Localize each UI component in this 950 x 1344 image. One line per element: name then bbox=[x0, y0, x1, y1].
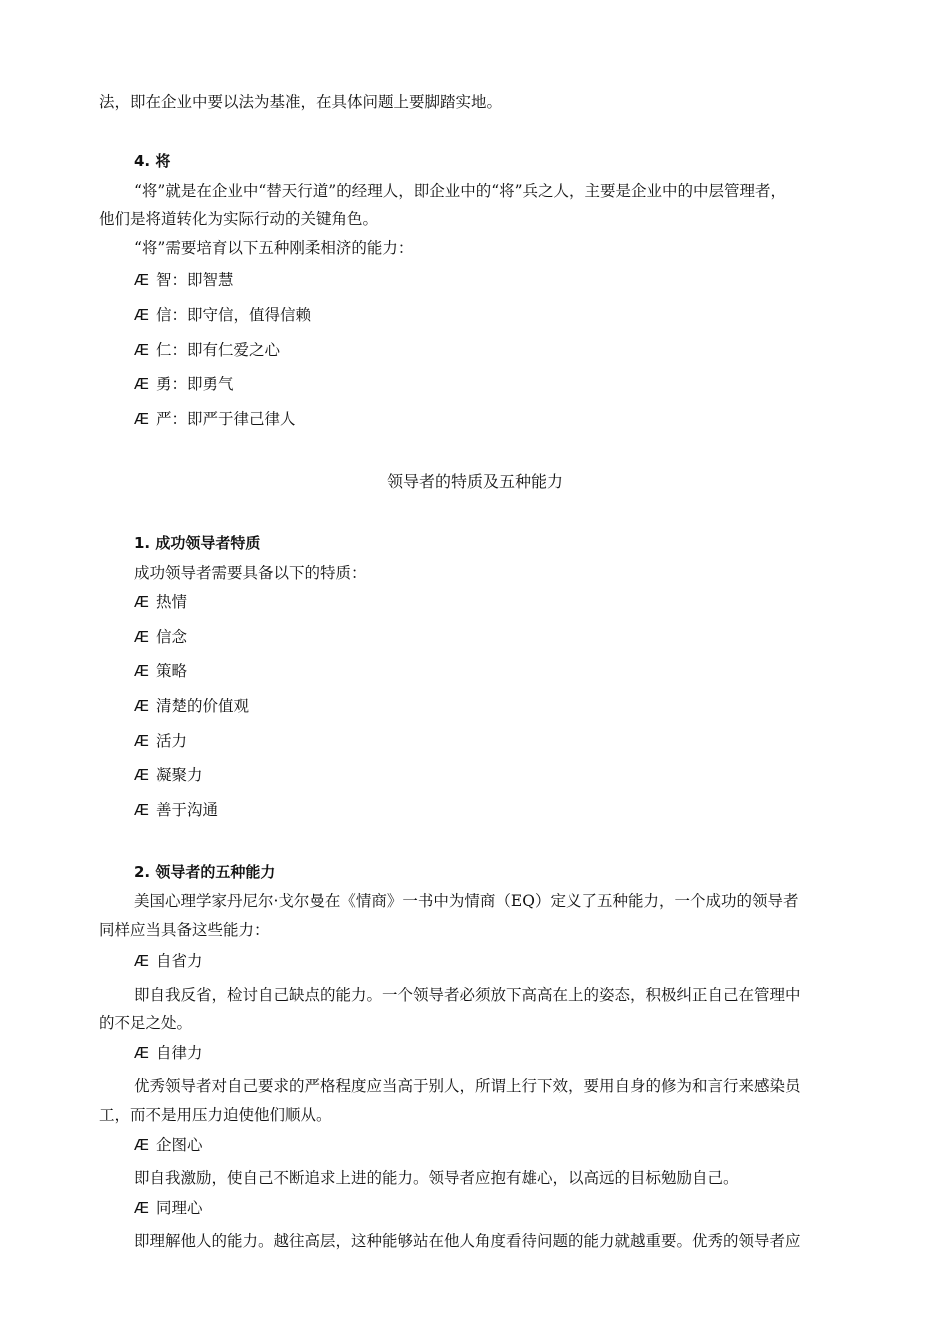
section-4-paragraph-line-2: 他们是将道转化为实际行动的关键角色。 bbox=[99, 210, 379, 228]
ability-name: 同理心 bbox=[156, 1199, 203, 1217]
bullet-marker: Æ bbox=[134, 662, 150, 680]
bullet-marker: Æ bbox=[134, 1136, 150, 1154]
ability-name: 自省力 bbox=[156, 952, 203, 970]
ability-description-line-1: 即理解他人的能力。越往高层，这种能够站在他人角度看待问题的能力就越重要。优秀的领导者应 bbox=[134, 1232, 801, 1250]
list-item bbox=[134, 409, 296, 429]
part-2-intro-line-2: 同样应当具备这些能力： bbox=[99, 921, 270, 939]
section-4-paragraph-line-1: “将”就是在企业中“替天行道”的经理人，即企业中的“将”兵之人，主要是企业中的中层管理者， bbox=[134, 182, 787, 200]
list-item-text: 凝聚力 bbox=[156, 766, 203, 784]
list-item-text: 智：即智慧 bbox=[156, 271, 234, 289]
bullet-marker: Æ bbox=[134, 697, 150, 715]
list-item bbox=[134, 374, 234, 394]
ability-description-line-2: 工，而不是用压力迫使他们顺从。 bbox=[99, 1106, 332, 1124]
ability-item bbox=[134, 1135, 203, 1155]
list-item-text: 策略 bbox=[156, 662, 188, 680]
list-item bbox=[134, 270, 234, 290]
list-item bbox=[134, 731, 187, 751]
list-item-text: 严：即严于律己律人 bbox=[156, 410, 296, 428]
list-item bbox=[134, 340, 280, 360]
chapter-title: 领导者的特质及五种能力 bbox=[386, 472, 563, 491]
ability-item bbox=[134, 1198, 203, 1218]
bullet-marker: Æ bbox=[134, 341, 150, 359]
list-item-text: 活力 bbox=[156, 732, 188, 750]
list-item-text: 信念 bbox=[156, 628, 188, 646]
bullet-marker: Æ bbox=[134, 1199, 150, 1217]
ability-description-line-2: 的不足之处。 bbox=[99, 1014, 193, 1032]
list-item-text: 信：即守信，值得信赖 bbox=[156, 306, 312, 324]
section-4-paragraph-2: “将”需要培育以下五种刚柔相济的能力： bbox=[134, 239, 414, 257]
ability-item bbox=[134, 951, 203, 971]
list-item bbox=[134, 765, 203, 785]
part-1-intro: 成功领导者需要具备以下的特质： bbox=[134, 564, 367, 582]
bullet-marker: Æ bbox=[134, 952, 150, 970]
bullet-marker: Æ bbox=[134, 801, 150, 819]
list-item-text: 热情 bbox=[156, 593, 188, 611]
intro-paragraph: 法，即在企业中要以法为基准，在具体问题上要脚踏实地。 bbox=[99, 93, 503, 111]
ability-description-line-1: 即自我反省，检讨自己缺点的能力。一个领导者必须放下高高在上的姿态，积极纠正自己在管理中 bbox=[134, 986, 801, 1004]
list-item-text: 善于沟通 bbox=[156, 801, 219, 819]
ability-description-line-1: 优秀领导者对自己要求的严格程度应当高于别人，所谓上行下效，要用自身的修为和言行来感染员 bbox=[134, 1077, 801, 1095]
list-item bbox=[134, 696, 249, 716]
part-2-heading: 2. 领导者的五种能力 bbox=[134, 863, 276, 881]
bullet-marker: Æ bbox=[134, 593, 150, 611]
bullet-marker: Æ bbox=[134, 628, 150, 646]
part-2-intro-line-1: 美国心理学家丹尼尔·戈尔曼在《情商》一书中为情商（EQ）定义了五种能力，一个成功的领导者 bbox=[134, 892, 799, 910]
bullet-marker: Æ bbox=[134, 1044, 150, 1062]
list-item-text: 仁：即有仁爱之心 bbox=[156, 341, 281, 359]
list-item bbox=[134, 661, 187, 681]
section-4-heading: 4. 将 bbox=[134, 152, 171, 170]
bullet-marker: Æ bbox=[134, 375, 150, 393]
list-item bbox=[134, 305, 311, 325]
bullet-marker: Æ bbox=[134, 732, 150, 750]
list-item bbox=[134, 592, 187, 612]
part-1-heading: 1. 成功领导者特质 bbox=[134, 534, 261, 552]
ability-name: 企图心 bbox=[156, 1136, 203, 1154]
list-item-text: 清楚的价值观 bbox=[156, 697, 250, 715]
bullet-marker: Æ bbox=[134, 766, 150, 784]
bullet-marker: Æ bbox=[134, 306, 150, 324]
ability-description-line-1: 即自我激励，使自己不断追求上进的能力。领导者应抱有雄心，以高远的目标勉励自己。 bbox=[134, 1169, 739, 1187]
list-item-text: 勇：即勇气 bbox=[156, 375, 234, 393]
list-item bbox=[134, 627, 187, 647]
bullet-marker: Æ bbox=[134, 271, 150, 289]
ability-name: 自律力 bbox=[156, 1044, 203, 1062]
bullet-marker: Æ bbox=[134, 410, 150, 428]
list-item bbox=[134, 800, 218, 820]
ability-item bbox=[134, 1043, 203, 1063]
